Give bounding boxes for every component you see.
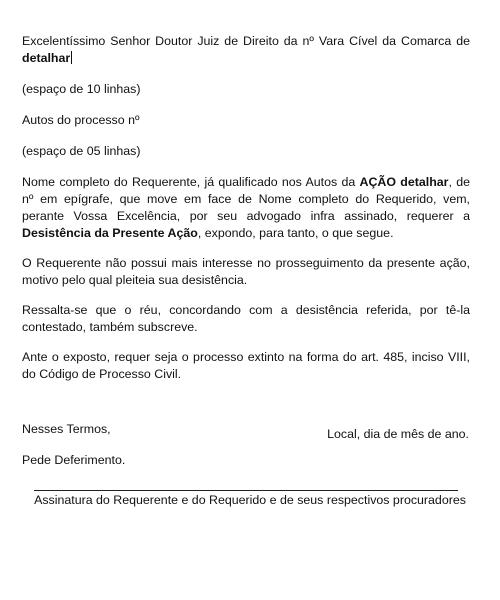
- paragraph-conclusion: Ante o exposto, requer seja o processo extinto na forma do art. 485, inciso VIII, do Código de Processo Civil.: [22, 350, 470, 381]
- petition-body: [22, 33, 470, 469]
- paragraph-interest: O Requerente não possui mais interesse no prosseguimento da presente ação, motivo pelo qual pleiteia sua desistência.: [22, 256, 470, 287]
- closing-terms: Nesses Termos,: [22, 422, 111, 436]
- spacing-note-10-lines: (espaço de 10 linhas): [22, 82, 141, 96]
- paragraph-request-text-1: Nome completo do Requerente, já qualificado nos Autos da: [22, 175, 360, 189]
- closing-request: Pede Deferimento.: [22, 453, 126, 467]
- addressee-text: Excelentíssimo Senhor Doutor Juiz de Direito da nº Vara Cível da Comarca de: [22, 34, 470, 48]
- action-name: AÇÃO detalhar: [359, 175, 449, 189]
- signature-caption: Assinatura do Requerente e do Requerido e de seus respectivos procuradores: [34, 493, 466, 507]
- paragraph-request-text-2: , de nº em epígrafe, que move em face de Nome completo do Requerido, vem, perante Vossa Excelência, por seu advogado infra assinado, requerer a: [22, 175, 470, 223]
- addressee-placeholder: detalhar: [22, 51, 71, 65]
- place-and-date: Local, dia de mês de ano.: [327, 427, 469, 441]
- withdrawal-title: Desistência da Presente Ação: [22, 226, 198, 240]
- addressee-header: [22, 33, 470, 67]
- paragraph-request: [22, 174, 470, 242]
- signature-line: [34, 490, 458, 491]
- spacing-note-05-lines: (espaço de 05 linhas): [22, 144, 141, 158]
- paragraph-defendant-agreement: Ressalta-se que o réu, concordando com a desistência referida, por tê-la contestado, também subscreve.: [22, 303, 470, 334]
- paragraph-request-text-3: , expondo, para tanto, o que segue.: [197, 226, 394, 240]
- case-number-line: Autos do processo nº: [22, 113, 140, 127]
- text-cursor: [71, 51, 72, 64]
